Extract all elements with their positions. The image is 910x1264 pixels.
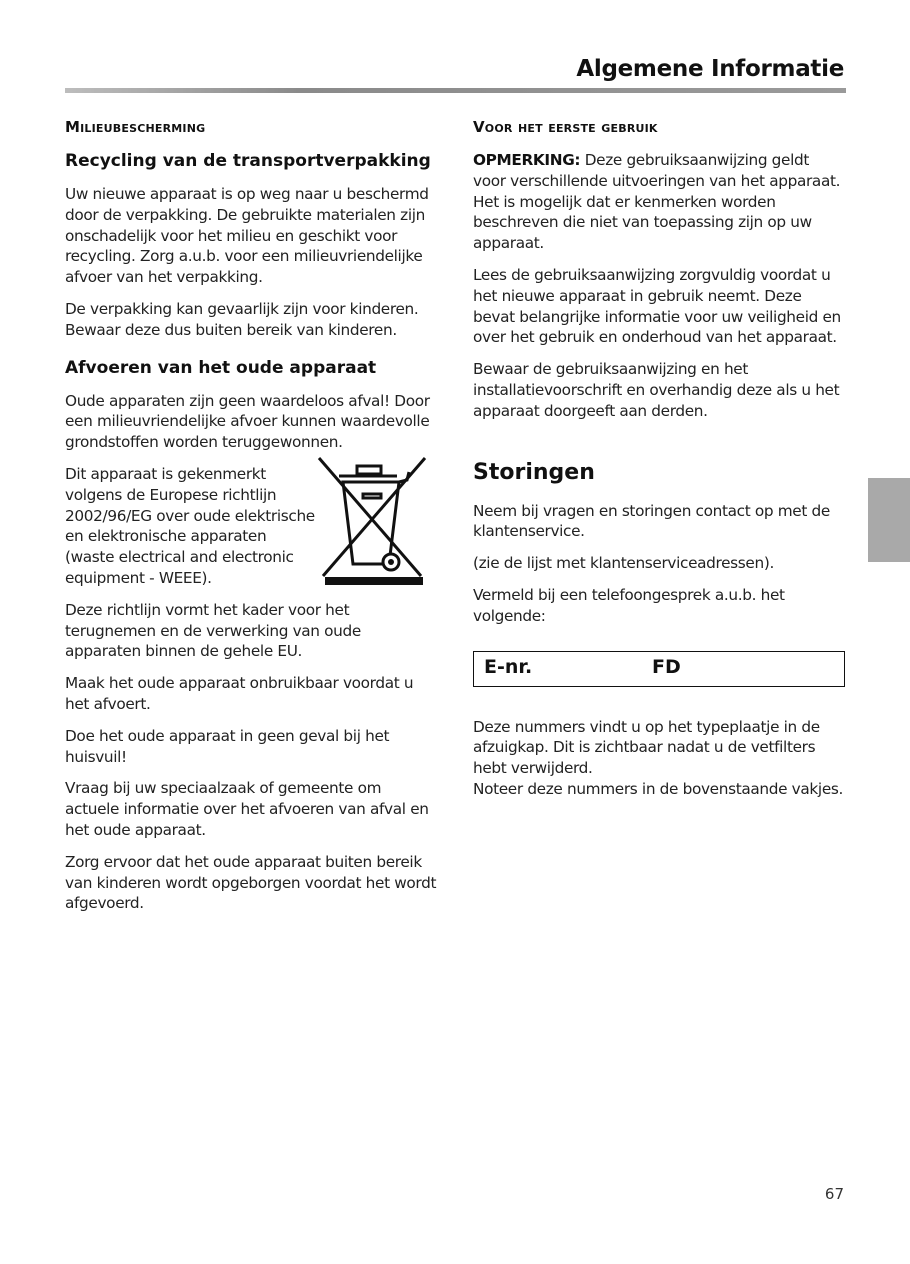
weee-block — [65, 464, 437, 589]
paragraph: Lees de gebruiksaanwijzing zorgvuldig voordat u het nieuwe apparaat in gebruik neemt. Deze bevat belangrijke informatie voor uw veiligheid en over het gebruik en onderhoud van het apparaat. — [473, 265, 841, 347]
fd-label: FD — [652, 655, 681, 678]
paragraph: Doe het oude apparaat in geen geval bij het huisvuil! — [65, 726, 390, 766]
weee-paragraph: Dit apparaat is gekenmerkt volgens de Europese richtlijn 2002/96/EG over oude elektrische en elektronische apparaten (waste electrical and electronic equipment - WEEE). — [65, 464, 315, 587]
paragraph: (zie de lijst met klantenserviceadressen). — [473, 554, 774, 573]
header-rule — [65, 88, 846, 93]
enr-fd-box — [473, 651, 845, 687]
note-text: Deze gebruiksaanwijzing geldt voor verschillende uitvoeringen van het apparaat. Het is mogelijk dat er kenmerken worden beschreven die niet van toepassing zijn op uw apparaat. — [473, 151, 841, 253]
heading-storingen: Storingen — [473, 459, 595, 485]
paragraph: Vraag bij uw speciaalzaak of gemeente om actuele informatie over het afvoeren van afval en het oude apparaat. — [65, 779, 429, 839]
paragraph: Neem bij vragen en storingen contact op met de klantenservice. — [473, 501, 830, 541]
note-label: OPMERKING: — [473, 151, 581, 169]
paragraph: Deze richtlijn vormt het kader voor het terugnemen en de verwerking van oude apparaten binnen de gehele EU. — [65, 600, 361, 661]
page-number: 67 — [824, 1185, 844, 1203]
paragraph: Bewaar de gebruiksaanwijzing en het installatievoorschrift en overhandig deze als u het apparaat doorgeeft aan derden. — [473, 360, 840, 420]
note-paragraph — [473, 150, 845, 254]
paragraph: De verpakking kan gevaarlijk zijn voor kinderen. Bewaar deze dus buiten bereik van kinderen. — [65, 299, 419, 339]
paragraph: Deze nummers vindt u op het typeplaatje in de afzuigkap. Dit is zichtbaar nadat u de vetfilters hebt verwijderd. — [473, 717, 820, 778]
page-header-title: Algemene Informatie — [576, 56, 844, 82]
paragraph: Uw nieuwe apparaat is op weg naar u beschermd door de verpakking. De gebruikte materialen zijn onschadelijk voor het milieu en geschikt voor recycling. Zorg a.u.b. voor een milieuvriendelijke afvoer van het verpakking. — [65, 185, 429, 287]
paragraph: Zorg ervoor dat het oude apparaat buiten bereik van kinderen wordt opgeborgen voordat het wordt afgevoerd. — [65, 852, 437, 913]
enr-label: E-nr. — [484, 655, 533, 678]
section-title-eerste-gebruik: Voor het eerste gebruik — [473, 118, 658, 136]
left-column — [65, 118, 437, 925]
right-column — [473, 118, 845, 800]
heading-recycling: Recycling van de transportverpakking — [65, 151, 431, 171]
chapter-side-tab — [868, 478, 910, 562]
paragraph: Vermeld bij een telefoongesprek a.u.b. het volgende: — [473, 585, 785, 625]
heading-afvoeren: Afvoeren van het oude apparaat — [65, 357, 377, 378]
crossed-out-wheelie-bin-icon — [317, 454, 429, 586]
paragraph: Oude apparaten zijn geen waardeloos afval! Door een milieuvriendelijke afvoer kunnen waardevolle grondstoffen worden teruggewonnen. — [65, 391, 430, 452]
paragraph: Noteer deze nummers in de bovenstaande vakjes. — [473, 779, 844, 798]
paragraph: Maak het oude apparaat onbruikbaar voordat u het afvoert. — [65, 674, 414, 713]
section-title-milieubescherming: Milieubescherming — [65, 118, 206, 136]
